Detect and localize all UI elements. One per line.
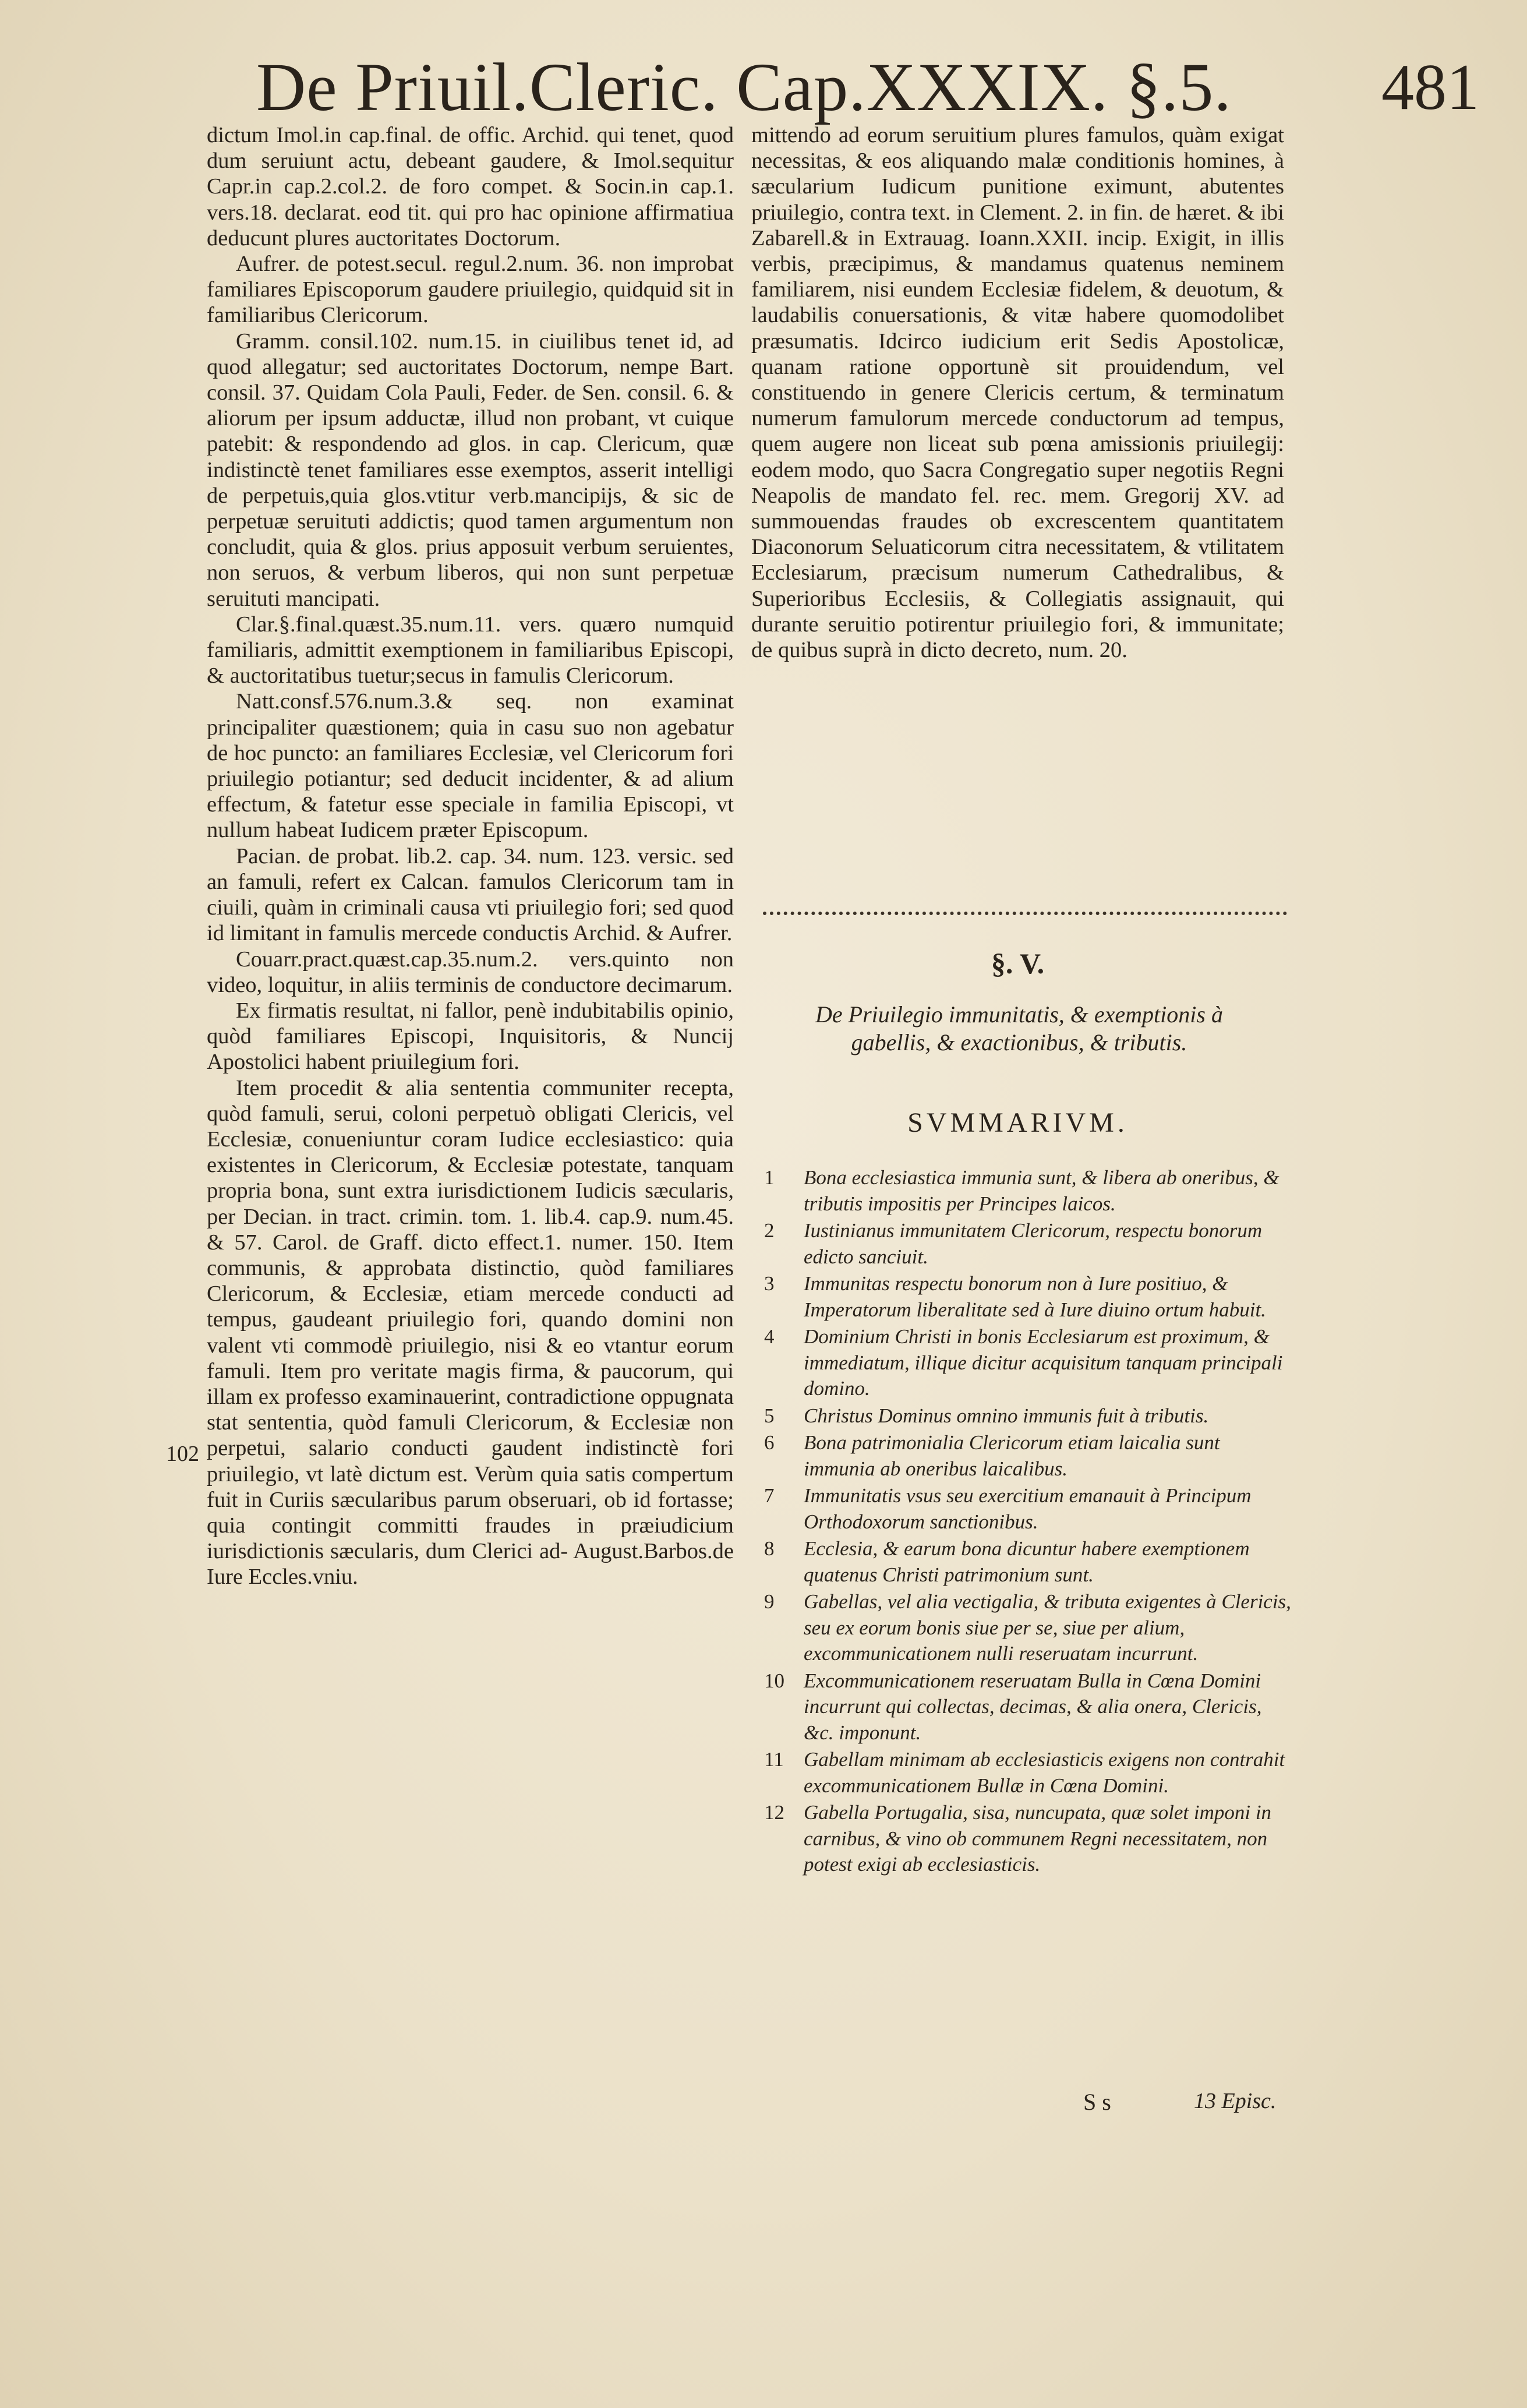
summary-text: Dominium Christi in bonis Ecclesiarum est proximum, & immediatum, illique dicitur acquisitum tanquam principali domino.	[804, 1325, 1283, 1400]
paragraph: Couarr.pract.quæst.cap.35.num.2. vers.quinto non video, loquitur, in aliis terminis de conductore decimarum.	[207, 947, 734, 997]
summary-text: Excommunicationem reseruatam Bulla in Cœna Domini incurrunt qui collectas, decimas, & alia onera, Clericis, &c. imponunt.	[804, 1669, 1262, 1744]
summary-text: Ecclesia, & earum bona dicuntur habere exemptionem quatenus Christi patrimonium sunt.	[804, 1537, 1250, 1586]
summary-text: Immunitas respectu bonorum non à Iure positiuo, & Imperatorum liberalitate sed à Iure diuino ortum habuit.	[804, 1272, 1266, 1321]
summary-number: 11	[764, 1748, 784, 1771]
running-head	[256, 49, 1479, 125]
summary-item	[751, 1800, 1293, 1878]
summary-number: 3	[764, 1272, 775, 1295]
paragraph: dictum Imol.in cap.final. de offic. Archid. qui tenet, quod dum seruiunt actu, debeant gaudere, & Imol.sequitur Capr.in cap.2.col.2. de foro compet. & Socin.in cap.1. vers.18. declarat. eod tit. qui pro hac opinione affirmatiua deducunt plures auctoritates Doctorum.	[207, 123, 734, 250]
summary-item	[751, 1668, 1293, 1746]
summary-text: Gabella Portugalia, sisa, nuncupata, quæ solet imponi in carnibus, & vino ob communem Regni necessitatem, non potest exigi ab ecclesiasticis.	[804, 1801, 1272, 1876]
summarium-heading: SVMMARIVM.	[907, 1107, 1128, 1138]
summary-number: 9	[764, 1590, 775, 1613]
summary-text: Christus Dominus omnino immunis fuit à tributis.	[804, 1404, 1209, 1427]
summary-item	[751, 1165, 1293, 1217]
summary-item	[751, 1403, 1293, 1429]
summary-number: 2	[764, 1219, 775, 1242]
paragraph: Gramm. consil.102. num.15. in ciuilibus tenet id, ad quod allegatur; sed auctoritates Doctorum, nempe Bart. consil. 37. Quidam Cola Pauli, Feder. de Sen. consil. 6. & aliorum per ipsum adductæ, illud non probant, vt cuique patebit: & respondendo ad glos. in cap. Clericum, quæ indistinctè tenet familiares esse exemptos, asserit intelligi de perpetuis,quia glos.vtitur verb.mancipijs, & sic de perpetuæ seruituti addictis; quod tamen argumentum non concludit, quia & glos. prius apposuit verbum seruientes, non seruos, & verbum liberos, qui non sunt perpetuæ seruituti mancipati.	[207, 329, 734, 611]
summary-text: Gabellas, vel alia vectigalia, & tributa exigentes à Clericis, seu ex eorum bonis siue per se, siue per alium, excommunicationem nulli reseruatam incurrunt.	[804, 1590, 1291, 1665]
paragraph: Clar.§.final.quæst.35.num.11. vers. quæro numquid familiaris, admittit exemptionem in familiaribus Episcopi, & auctoritatibus tuetur;secus in famulis Clericorum.	[207, 612, 734, 688]
margin-number: 102	[166, 1442, 199, 1466]
section-divider	[763, 912, 1287, 915]
summary-number: 7	[764, 1484, 775, 1507]
section-mark: §. V.	[991, 947, 1045, 980]
summary-text: Iustinianus immunitatem Clericorum, respectu bonorum edicto sanciuit.	[804, 1219, 1263, 1268]
summary-number: 12	[764, 1801, 784, 1824]
paragraph: mittendo ad eorum seruitium plures famulos, quàm exigat necessitas, & eos aliquando malæ conditionis homines, à sæcularium Iudicum punitione eximunt, abutentes priuilegio, contra text. in Clement. 2. in fin. de hæret. & ibi Zabarell.& in Extrauag. Ioann.XXII. incip. Exigit, in illis verbis, præcipimus, & mandamus quatenus neminem familiarem, nisi eundem Ecclesiæ fidelem, & deuotum, & laudabilis conuersationis, & vitæ habere quomodolibet præsumatis. Idcirco iudicium erit Sedis Apostolicæ, quanam ratione opportunè sit prouidendum, vel constituendo in genere Clericis certum, & terminatum numerum famulorum mercede conductorum ad tempus, quem augere non liceat sub pœna amissionis priuilegij: eodem modo, quo Sacra Congregatio super negotiis Regni Neapolis de mandato fel. rec. mem. Gregorij XV. ad summouendas fraudes ob excrescentem quantitatem Diaconorum Seluaticorum citra necessitatem, & vtilitatem Ecclesiarum, præcisum numerum Cathedralibus, & Superioribus Ecclesiis, & Collegiatis assignauit, qui durante seruitio potirentur priuilegio fori, & immunitate; de quibus suprà in dicto decreto, num. 20.	[751, 123, 1284, 663]
summary-item	[751, 1747, 1293, 1799]
left-column	[207, 122, 734, 2144]
summary-text: Immunitatis vsus seu exercitium emanauit à Principum Orthodoxorum sanctionibus.	[804, 1484, 1252, 1533]
summary-number: 10	[764, 1669, 784, 1692]
summary-number: 6	[764, 1431, 775, 1454]
summary-item	[751, 1324, 1293, 1402]
summary-item	[751, 1536, 1293, 1588]
paragraph: Pacian. de probat. lib.2. cap. 34. num. 123. versic. sed an famuli, refert ex Calcan. famulos Clericorum tam in ciuili, quàm in criminali causa vti priuilegio fori; sed quod id limitant in famulis mercede conductis Archid. & Aufrer.	[207, 843, 734, 946]
summary-list	[751, 1165, 1293, 2085]
running-head-title: De Priuil.Cleric. Cap.XXXIX. §.5.	[256, 49, 1232, 125]
catchword: 13 Episc.	[1194, 2089, 1277, 2113]
summary-number: 1	[764, 1166, 775, 1189]
paragraph: Ex firmatis resultat, ni fallor, penè indubitabilis opinio, quòd familiares Episcopi, Inquisitoris, & Nuncij Apostolici habent priuilegium fori.	[207, 998, 734, 1075]
summary-text: Gabellam minimam ab ecclesiasticis exigens non contrahit excommunicationem Bullæ in Cœna Domini.	[804, 1748, 1285, 1797]
paragraph: Natt.consf.576.num.3.& seq. non examinat principaliter quæstionem; quia in casu suo non agebatur de hoc puncto: an familiares Ecclesiæ, vel Clericorum fori priuilegio potiantur; sed deducit incidenter, & ad alium effectum, & fatetur esse speciale in familia Episcopi, vt nullum habeat Iudicem præter Episcopum.	[207, 689, 734, 843]
summary-item	[751, 1271, 1293, 1323]
section-title: De Priuilegio immunitatis, & exemptionis à gabellis, & exactionibus, & tributis.	[815, 1001, 1223, 1055]
summary-text: Bona ecclesiastica immunia sunt, & libera ab oneribus, & tributis impositis per Principes laicos.	[804, 1166, 1279, 1215]
paragraph: Item procedit & alia sententia communiter recepta, quòd famuli, serui, coloni perpetuò obligati Clericis, vel Ecclesiæ, conueniuntur coram Iudice ecclesiastico: quia existentes in Clericorum, & Ecclesiæ potestate, tanquam propria bona, sunt extra iurisdictionem Iudicis sæcularis, per Decian. in tract. crimin. tom. 1. lib.4. cap.9. num.45. & 57. Carol. de Graff. dicto effect.1. numer. 150. Item communis, & approbata distinctio, quòd familiares Clericorum, & Ecclesiæ, etiam mercede conducti ad tempus, gaudeant priuilegio fori, quando domini non valent vti commodè priuilegio, nisi & eo vtantur eorum famuli. Item pro veritate magis firma, & paucorum, qui illam ex professo examinauerint, contradictione oppugnata stat sententia, quòd famuli Clericorum, & Ecclesiæ non perpetui, salario conducti gaudent indistinctè fori priuilegio, vt latè dictum est. Verùm quia satis compertum fuit in Curiis sæcularibus parum obseruari, ob id fortasse; quia contingit committi fraudes in præiudicium iurisdictionis sæcularis, dum Clerici ad- August.Barbos.de Iure Eccles.vniu.	[207, 1075, 734, 1590]
summary-number: 4	[764, 1325, 775, 1348]
right-column	[751, 122, 1284, 1002]
summary-item	[751, 1589, 1293, 1667]
summary-item	[751, 1430, 1293, 1482]
paragraph: Aufrer. de potest.secul. regul.2.num. 36. non improbat familiares Episcoporum gaudere priuilegio, quidquid sit in familiaribus Clericorum.	[207, 252, 734, 328]
summary-item	[751, 1218, 1293, 1270]
summary-text: Bona patrimonialia Clericorum etiam laicalia sunt immunia ab oneribus laicalibus.	[804, 1431, 1220, 1480]
page-number: 481	[1381, 51, 1479, 123]
summary-number: 5	[764, 1404, 775, 1427]
signature-mark: S s	[1083, 2089, 1111, 2115]
summary-item	[751, 1483, 1293, 1535]
summary-number: 8	[764, 1537, 775, 1560]
